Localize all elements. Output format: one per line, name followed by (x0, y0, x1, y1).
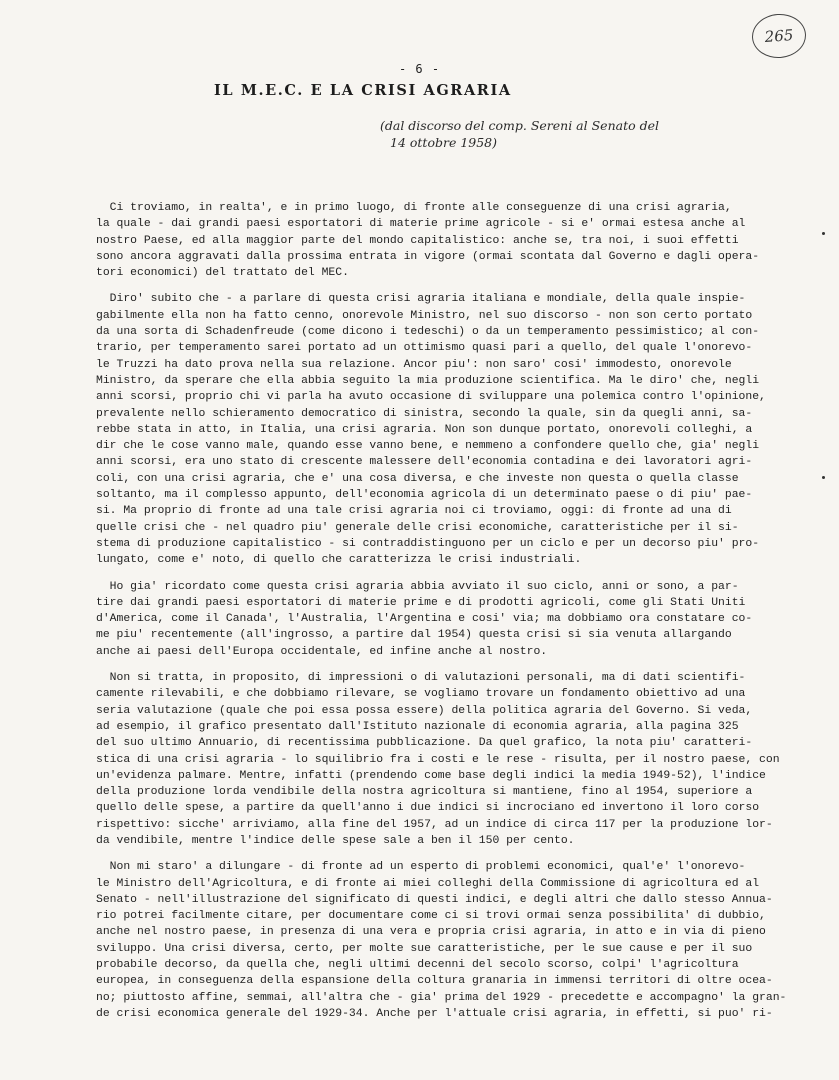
text-line: sviluppo. Una crisi diversa, certo, per molte sue caratteristiche, per le sue cause e per il suo (96, 942, 753, 955)
text-line: me piu' recentemente (all'ingrosso, a partire dal 1954) questa crisi si sia venuta allargando (96, 629, 732, 642)
text-line: dir che le cose vanno male, quando esse vanno bene, e nemmeno a confondere quello che, gia' negli (96, 440, 760, 453)
text-line: Ministro, da sperare che ella abbia seguito la mia produzione scientifica. Ma le diro' che, negli (96, 374, 760, 387)
paragraph (96, 859, 787, 1022)
text-line: tori economici) del trattato del MEC. (96, 267, 349, 280)
text-line: de crisi economica generale del 1929-34. Anche per l'attuale crisi agraria, in effetti, si puo' ri- (96, 1007, 773, 1020)
text-line: da vendibile, mentre l'indice delle spese sale a ben il 150 per cento. (96, 834, 575, 847)
document-body (96, 200, 787, 1032)
text-line: le Truzzi ha dato prova nella sua relazione. Ancor piu': non saro' cosi' immodesto, onorevole (96, 358, 732, 371)
archive-stamp-number: 265 (764, 26, 794, 46)
text-line: si. Ma proprio di fronte ad una tale crisi agraria noi ci troviamo, oggi: di fronte ad una di (96, 505, 732, 518)
text-line: stica di una crisi agraria - lo squilibrio fra i costi e le rese - risulta, per il nostro paese, con (96, 753, 780, 766)
paragraph (96, 670, 780, 849)
text-line: nostro Paese, ed alla maggior parte del mondo capitalistico: anche se, tra noi, i suoi effetti (96, 234, 739, 247)
text-line: sono ancora aggravati dalla prossima entrata in vigore (ormai scontata dal Governo e dagli opera- (96, 250, 760, 263)
text-line: ad esempio, il grafico presentato dall'Istituto nazionale di economia agraria, alla pagina 325 (96, 720, 739, 733)
text-line: soltanto, ma il complesso appunto, dell'economia agricola di un determinato paese o di piu' pae- (96, 489, 753, 502)
text-line: Senato - nell'illustrazione del significato di questi indici, e degli altri che dallo stesso Annua- (96, 893, 773, 906)
text-line: anni scorsi, era uno stato di crescente malessere dell'economia contadina e dei lavoratori agri- (96, 456, 753, 469)
text-line: stema di produzione capitalistico - si contraddistinguono per un ciclo e per un decorso piu' pro- (96, 537, 760, 550)
archive-stamp (751, 12, 808, 60)
text-line: quelle crisi che - nel quadro piu' generale delle crisi economiche, caratteristiche per il si- (96, 521, 739, 534)
text-line: probabile decorso, da quella che, negli ultimi decenni del secolo scorso, colpi' l'agricoltura (96, 959, 739, 972)
text-line: tire dai grandi paesi esportatori di materie prime e di prodotti agricoli, come gli Stati Uniti (96, 596, 746, 609)
text-line: rebbe stata in atto, in Italia, una crisi agraria. Non son dunque portato, onorevoli colleghi, a (96, 423, 753, 436)
text-line: gabilmente ella non ha fatto cenno, onorevole Ministro, nel suo discorso - non son certo portato (96, 309, 753, 322)
paragraph (96, 579, 756, 660)
margin-mark (822, 476, 825, 479)
text-line: anche nel nostro paese, in presenza di una vera e propria crisi agraria, in atto e in via di pieno (96, 926, 766, 939)
margin-mark (822, 232, 825, 235)
text-line: Ci troviamo, in realta', e in primo luogo, di fronte alle conseguenze di una crisi agraria, (96, 202, 732, 214)
text-line: anni scorsi, proprio chi vi parla ha avuto occasione di sviluppare una polemica contro l'opinione, (96, 391, 766, 404)
document-subtitle (380, 117, 659, 151)
text-line: la quale - dai grandi paesi esportatori di materie prime agricole - si e' ormai estesa anche al (96, 218, 746, 231)
text-line: prevalente nello schieramento democratico di sinistra, secondo la quale, sin da quegli anni, sa- (96, 407, 753, 420)
subtitle-line: (dal discorso del comp. Sereni al Senato del (380, 118, 659, 133)
text-line: della produzione lorda vendibile della nostra agricoltura si mantiene, fino al 1954, superiore a (96, 786, 753, 799)
text-line: lungato, come e' noto, di quello che caratterizza le crisi industriali. (96, 554, 582, 567)
paragraph (96, 200, 760, 281)
text-line: europea, in conseguenza della espansione della coltura granaria in immensi territori di oltre ocea- (96, 975, 773, 988)
text-line: Non si tratta, in proposito, di impressioni o di valutazioni personali, ma di dati scientifi- (96, 672, 746, 685)
text-line: camente rilevabili, e che dobbiamo rilevare, se vogliamo trovare un fondamento obiettivo ad una (96, 688, 746, 701)
text-line: rio potrei facilmente citare, per documentare come ci si trovi ormai senza possibilita' di dubbio, (96, 910, 766, 923)
document-title: IL M.E.C. E LA CRISI AGRARIA (214, 82, 512, 99)
text-line: no; piuttosto affine, semmai, all'altra che - gia' prima del 1929 - precedette e accompagno' la gran- (96, 991, 787, 1004)
text-line: coli, con una crisi agraria, che e' una cosa diversa, e che investe non questa o quella classe (96, 472, 739, 485)
text-line: Non mi staro' a dilungare - di fronte ad un esperto di problemi economici, qual'e' l'onorevo- (96, 861, 746, 874)
text-line: seria valutazione (quale che poi essa possa essere) della politica agraria del Governo. Si veda, (96, 704, 753, 717)
text-line: trario, per temperamento sarei portato ad un ottimismo quasi pari a quello, del quale l'onorevo- (96, 342, 753, 355)
subtitle-line: 14 ottobre 1958) (390, 135, 498, 150)
text-line: rispettivo: sicche' arriviamo, alla fine del 1957, ad un indice di circa 117 per la produzione lor- (96, 818, 773, 831)
paragraph (96, 291, 766, 568)
text-line: Ho gia' ricordato come questa crisi agraria abbia avviato il suo ciclo, anni or sono, a par- (96, 580, 739, 593)
text-line: da una sorta di Schadenfreude (come dicono i tedeschi) o da un temperamento pessimistico; al con- (96, 326, 760, 339)
text-line: Diro' subito che - a parlare di questa crisi agraria italiana e mondiale, della quale inspie- (96, 293, 746, 306)
text-line: le Ministro dell'Agricoltura, e di fronte ai miei colleghi della Commissione di agricoltura ed al (96, 877, 760, 890)
text-line: anche ai paesi dell'Europa occidentale, ed infine anche al nostro. (96, 645, 548, 658)
text-line: del suo ultimo Annuario, di recentissima pubblicazione. Da quel grafico, la nota piu' caratteri- (96, 737, 753, 750)
page-number: - 6 - (398, 62, 441, 76)
text-line: un'evidenza palmare. Mentre, infatti (prendendo come base degli indici la media 1949-52), l'indice (96, 769, 766, 782)
text-line: quello delle spese, a partire da quell'anno i due indici si incrociano ed invertono il loro corso (96, 802, 760, 815)
text-line: d'America, come il Canada', l'Australia, l'Argentina e cosi' via; ma dobbiamo ora constatare co- (96, 613, 753, 626)
